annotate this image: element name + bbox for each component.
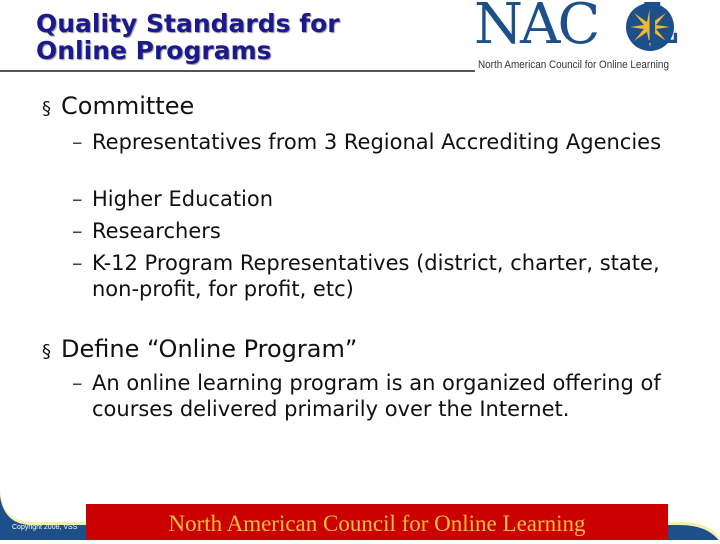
bullet-committee: § Committee	[42, 92, 195, 120]
sub-bullet: – An online learning program is an organized offering of courses delivered primarily over the Internet.	[72, 371, 661, 421]
slide-title	[36, 10, 340, 64]
footer-org-name: North American Council for Online Learning	[86, 504, 668, 540]
sub-bullet: – Representatives from 3 Regional Accrediting Agencies	[72, 130, 662, 154]
title-line-2: Online Programs	[36, 36, 272, 65]
title-divider	[0, 70, 475, 72]
sub-bullet: – K-12 Program Representatives (district, charter, state, non-profit, for profit, etc)	[72, 251, 660, 301]
sub-bullet: – Researchers	[72, 219, 221, 243]
title-line-1: Quality Standards for	[36, 9, 340, 38]
logo-subtitle: North American Council for Online Learning	[478, 59, 669, 71]
copyright: Copyright 2008, VSS	[12, 524, 78, 531]
bullet-define: § Define “Online Program”	[42, 335, 358, 363]
nacol-logo: NAC L North American Council for Online Learning	[474, 0, 676, 71]
sub-bullet: – Higher Education	[72, 187, 274, 211]
